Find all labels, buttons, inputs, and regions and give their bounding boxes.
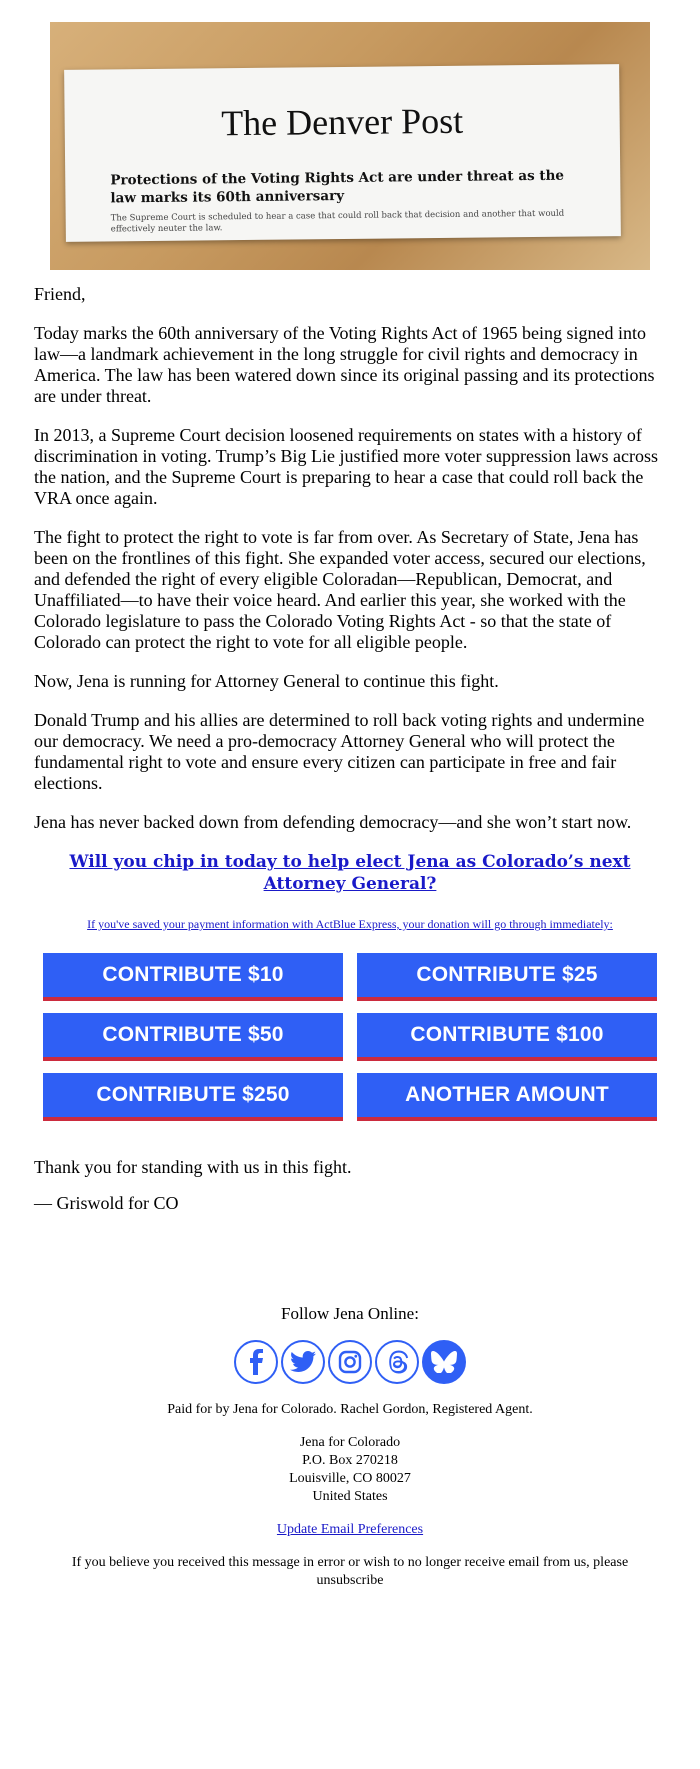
paid-for-disclaimer: Paid for by Jena for Colorado. Rachel Gordon, Registered Agent. — [167, 1402, 533, 1417]
unsubscribe-text: If you believe you received this message in error or wish to no longer receive email from us, please unsubscribe — [71, 1555, 629, 1588]
donation-ask-link[interactable]: Will you chip in today to help elect Jena as Colorado’s next Attorney General? — [69, 852, 631, 894]
closing — [34, 1157, 666, 1214]
thanks-line: Thank you for standing with us in this fight. — [34, 1157, 352, 1177]
greeting: Friend, — [34, 284, 86, 304]
follow-label: Follow Jena Online: — [281, 1304, 419, 1323]
footer — [0, 1304, 700, 1590]
contribute-100-button[interactable]: CONTRIBUTE $100 — [357, 1013, 657, 1061]
header-image[interactable] — [50, 22, 650, 270]
address-line: United States — [312, 1489, 388, 1504]
paragraph-running: Now, Jena is running for Attorney General to continue this fight. — [34, 671, 499, 691]
actblue-express-link[interactable]: If you've saved your payment information with ActBlue Express, your donation will go through immediately: — [87, 917, 613, 931]
email-body — [34, 270, 666, 933]
instagram-icon[interactable] — [328, 1340, 372, 1384]
address-line: P.O. Box 270218 — [302, 1453, 398, 1468]
paragraph-supreme-court: In 2013, a Supreme Court decision loosened requirements on states with a history of discrimination in voting. Trump’s Big Lie justified more voter suppression laws across the nation, and the Supreme Court is preparing to hear a case that could roll back the VRA once again. — [34, 425, 658, 508]
actblue-express-note — [34, 915, 666, 933]
news-clipping — [64, 64, 621, 242]
article-headline: Protections of the Voting Rights Act are under threat as the law marks its 60th anniversary — [110, 167, 565, 207]
article-subhead: The Supreme Court is scheduled to hear a case that could roll back that decision and another that would effectively neuter the law. — [110, 208, 565, 235]
mailing-address — [0, 1434, 700, 1506]
facebook-icon[interactable] — [234, 1340, 278, 1384]
paragraph-anniversary: Today marks the 60th anniversary of the Voting Rights Act of 1965 being signed into law—a landmark achievement in the long struggle for civil rights and democracy in America. The law has been watered down since its original passing and its protections are under threat. — [34, 323, 655, 406]
signature: — Griswold for CO — [34, 1193, 179, 1213]
contribute-250-button[interactable]: CONTRIBUTE $250 — [43, 1073, 343, 1121]
another-amount-button[interactable]: ANOTHER AMOUNT — [357, 1073, 657, 1121]
donation-button-grid — [43, 953, 657, 1121]
contribute-10-button[interactable]: CONTRIBUTE $10 — [43, 953, 343, 1001]
update-email-preferences-link[interactable]: Update Email Preferences — [276, 1522, 424, 1537]
address-line: Jena for Colorado — [299, 1435, 401, 1450]
threads-icon[interactable] — [375, 1340, 419, 1384]
bluesky-icon[interactable] — [422, 1340, 466, 1384]
twitter-icon[interactable] — [281, 1340, 325, 1384]
contribute-50-button[interactable]: CONTRIBUTE $50 — [43, 1013, 343, 1061]
paragraph-never-backed-down: Jena has never backed down from defending democracy—and she won’t start now. — [34, 812, 632, 832]
contribute-25-button[interactable]: CONTRIBUTE $25 — [357, 953, 657, 1001]
email-preferences — [0, 1522, 700, 1538]
newspaper-masthead: The Denver Post — [220, 100, 464, 144]
social-links — [0, 1340, 700, 1384]
paragraph-trump: Donald Trump and his allies are determined to roll back voting rights and undermine our democracy. We need a pro-democracy Attorney General who will protect the fundamental right to vote and ensure every citizen can participate in free and fair elections. — [34, 710, 645, 793]
paragraph-fight: The fight to protect the right to vote is far from over. As Secretary of State, Jena has been on the frontlines of this fight. She expanded voter access, secured our elections, and defended the right of every eligible Coloradan—Republican, Democrat, and Unaffiliated—to have their voice heard. And earlier this year, she worked with the Colorado legislature to pass the Colorado Voting Rights Act - so that the state of Colorado can protect the right to vote for all eligible people. — [34, 527, 646, 652]
donation-ask — [34, 851, 666, 895]
address-line: Louisville, CO 80027 — [289, 1471, 411, 1486]
